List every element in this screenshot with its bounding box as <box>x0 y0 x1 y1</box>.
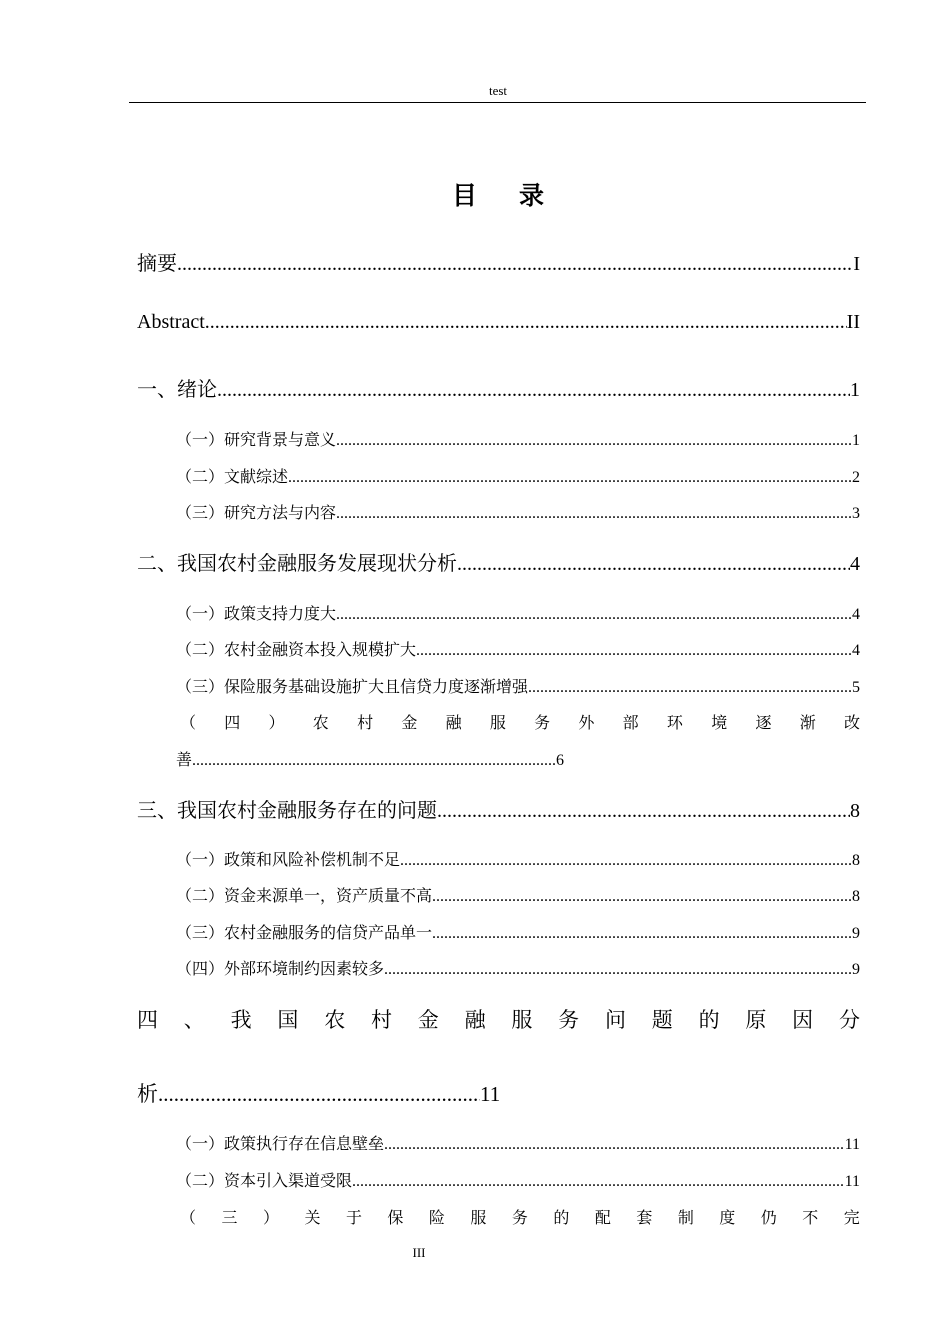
toc-entry-label: 二、我国农村金融服务发展现状分析 <box>137 551 457 575</box>
toc-entry-char: 我 <box>230 1008 252 1032</box>
toc-entry-char: 国 <box>277 1008 299 1032</box>
toc-entry-label: （二）资金来源单一，资产质量不高 <box>176 886 433 905</box>
toc-page-number: 8 <box>850 800 860 822</box>
toc-entry-label: （一）政策支持力度大 <box>176 604 337 623</box>
toc-page-number: 1 <box>852 432 860 449</box>
toc-entry-chapter-4-line1[interactable] <box>137 1004 860 1034</box>
toc-entry-label: （三）保险服务基础设施扩大且信贷力度逐渐增强 <box>176 677 529 696</box>
toc-entry-chapter-4-line2[interactable] <box>137 1078 500 1108</box>
toc-entry-label: 善 <box>176 750 193 769</box>
toc-entry-char: 服 <box>489 713 506 732</box>
toc-page-number: 1 <box>850 379 860 401</box>
toc-entry-char: 融 <box>464 1008 486 1032</box>
toc-entry-char: 分 <box>838 1008 860 1032</box>
toc-entry-char: 的 <box>553 1208 570 1227</box>
toc-entry-char: 务 <box>534 713 551 732</box>
toc-entry-2-4-line2[interactable] <box>176 747 564 770</box>
toc-entry-2-1[interactable] <box>176 601 860 624</box>
toc-leader-dots <box>192 752 556 770</box>
toc-entry-chapter-2[interactable] <box>137 547 860 576</box>
toc-leader-dots <box>288 469 852 487</box>
toc-leader-dots <box>336 432 852 450</box>
toc-entry-label: （一）研究背景与意义 <box>176 430 337 449</box>
toc-entry-1-2[interactable] <box>176 464 860 487</box>
toc-entry-char: ） <box>268 713 285 732</box>
toc-entry-4-2[interactable] <box>176 1168 860 1191</box>
toc-entry-char: 险 <box>428 1208 445 1227</box>
toc-entry-2-3[interactable] <box>176 674 860 697</box>
toc-entry-char: 度 <box>719 1208 736 1227</box>
toc-entry-char: 农 <box>312 713 329 732</box>
toc-entry-char: 外 <box>578 713 595 732</box>
toc-page-number: 4 <box>850 553 860 575</box>
toc-leader-dots <box>437 800 850 823</box>
toc-entry-char: ） <box>262 1208 279 1227</box>
toc-entry-char: 配 <box>594 1208 611 1227</box>
toc-page-number: 11 <box>844 1136 860 1153</box>
toc-entry-char: 套 <box>636 1208 653 1227</box>
toc-leader-dots <box>336 606 852 624</box>
toc-entry-char: 渐 <box>799 713 816 732</box>
toc-leader-dots <box>352 1173 845 1191</box>
toc-entry-char: 问 <box>604 1008 626 1032</box>
toc-entry-char: 金 <box>417 1008 439 1032</box>
toc-leader-dots <box>416 642 852 660</box>
toc-entry-chapter-3[interactable] <box>137 794 860 823</box>
toc-page-number: 8 <box>852 888 860 905</box>
toc-entry-char: 题 <box>651 1008 673 1032</box>
toc-entry-2-2[interactable] <box>176 637 860 660</box>
toc-entry-char: 完 <box>843 1208 860 1227</box>
toc-entry-label: （三）农村金融服务的信贷产品单一 <box>176 923 433 942</box>
toc-entry-label: Abstract <box>137 311 205 333</box>
toc-entry-3-3[interactable] <box>176 920 860 943</box>
toc-entry-label: （二）农村金融资本投入规模扩大 <box>176 640 417 659</box>
toc-entry-chapter-1[interactable] <box>137 373 860 402</box>
toc-entry-char: 村 <box>370 1008 392 1032</box>
toc-leader-dots <box>217 379 850 402</box>
toc-entry-3-4[interactable] <box>176 956 860 979</box>
toc-entry-char: 部 <box>622 713 639 732</box>
toc-leader-dots <box>205 311 847 334</box>
toc-entry-label: 析 <box>137 1082 158 1106</box>
toc-entry-1-3[interactable] <box>176 500 860 523</box>
toc-page-number: I <box>853 253 860 275</box>
toc-entry-3-2[interactable] <box>176 883 860 906</box>
toc-entry-char: （ <box>180 1208 197 1227</box>
toc-entry-label: 三、我国农村金融服务存在的问题 <box>137 798 437 822</box>
toc-entry-char: 服 <box>470 1208 487 1227</box>
toc-entry-4-3-line1[interactable] <box>180 1205 860 1228</box>
toc-entry-label: （一）政策执行存在信息壁垒 <box>176 1134 385 1153</box>
toc-entry-label: （一）政策和风险补偿机制不足 <box>176 850 401 869</box>
toc-entry-char: 境 <box>711 713 728 732</box>
page-header-text: test <box>488 83 508 98</box>
toc-entry-char: 农 <box>324 1008 346 1032</box>
toc-leader-dots <box>457 553 850 576</box>
toc-entry-char: 务 <box>511 1208 528 1227</box>
page-number-footer: III <box>412 1245 426 1260</box>
toc-page-number: 11 <box>480 1082 501 1106</box>
toc-page-number: 8 <box>852 852 860 869</box>
toc-entry-1-1[interactable] <box>176 427 860 450</box>
toc-entry-char: 金 <box>401 713 418 732</box>
toc-page-number: 9 <box>852 961 860 978</box>
toc-entry-char: 环 <box>666 713 683 732</box>
toc-entry-char: 融 <box>445 713 462 732</box>
toc-entry-char: 四 <box>224 713 241 732</box>
toc-entry-char: 服 <box>511 1008 533 1032</box>
toc-entry-label: （三）研究方法与内容 <box>176 503 337 522</box>
toc-entry-char: 村 <box>357 713 374 732</box>
toc-page-number: 2 <box>852 469 860 486</box>
toc-entry-label: （四）外部环境制约因素较多 <box>176 959 385 978</box>
toc-entry-char: 务 <box>558 1008 580 1032</box>
toc-entry-char: 原 <box>745 1008 767 1032</box>
toc-entry-3-1[interactable] <box>176 847 860 870</box>
toc-page-number: 3 <box>852 505 860 522</box>
toc-leader-dots <box>432 925 852 943</box>
toc-entry-char: 仍 <box>760 1208 777 1227</box>
toc-entry-char: 保 <box>387 1208 404 1227</box>
toc-entry-char: 不 <box>802 1208 819 1227</box>
toc-leader-dots <box>158 1082 480 1107</box>
toc-entry-char: 因 <box>792 1008 814 1032</box>
toc-entry-char: 关 <box>304 1208 321 1227</box>
toc-page-number: II <box>846 311 860 333</box>
toc-leader-dots <box>384 1136 845 1154</box>
toc-entry-char: 三 <box>221 1208 238 1227</box>
toc-page-number: 6 <box>556 752 565 769</box>
toc-entry-label: 摘要 <box>137 251 177 275</box>
toc-entry-char: 、 <box>183 1008 205 1032</box>
toc-entry-label: 一、绪论 <box>137 377 217 401</box>
toc-page-number: 4 <box>852 642 860 659</box>
toc-page-number: 4 <box>852 606 860 623</box>
toc-entry-abstract-en[interactable] <box>137 311 860 334</box>
toc-entry-abstract-cn[interactable] <box>137 247 860 276</box>
toc-entry-label: （二）文献综述 <box>176 467 289 486</box>
page-title: 目录 <box>451 181 586 210</box>
toc-entry-char: 改 <box>843 713 860 732</box>
toc-leader-dots <box>384 961 852 979</box>
toc-page-number: 5 <box>852 679 860 696</box>
toc-entry-char: （ <box>180 713 197 732</box>
toc-entry-4-1[interactable] <box>176 1131 860 1154</box>
toc-entry-char: 于 <box>345 1208 362 1227</box>
toc-entry-2-4-line1[interactable] <box>180 710 860 733</box>
toc-page-number: 11 <box>844 1173 860 1190</box>
toc-leader-dots <box>432 888 852 906</box>
header-rule <box>129 102 866 103</box>
toc-entry-char: 逐 <box>755 713 772 732</box>
toc-entry-char: 的 <box>698 1008 720 1032</box>
toc-leader-dots <box>528 679 852 697</box>
toc-entry-label: （二）资本引入渠道受限 <box>176 1171 353 1190</box>
toc-entry-char: 制 <box>677 1208 694 1227</box>
toc-entry-char: 四 <box>137 1008 158 1032</box>
toc-page-number: 9 <box>852 925 860 942</box>
toc-leader-dots <box>177 253 853 276</box>
toc-leader-dots <box>400 852 852 870</box>
toc-leader-dots <box>336 505 852 523</box>
